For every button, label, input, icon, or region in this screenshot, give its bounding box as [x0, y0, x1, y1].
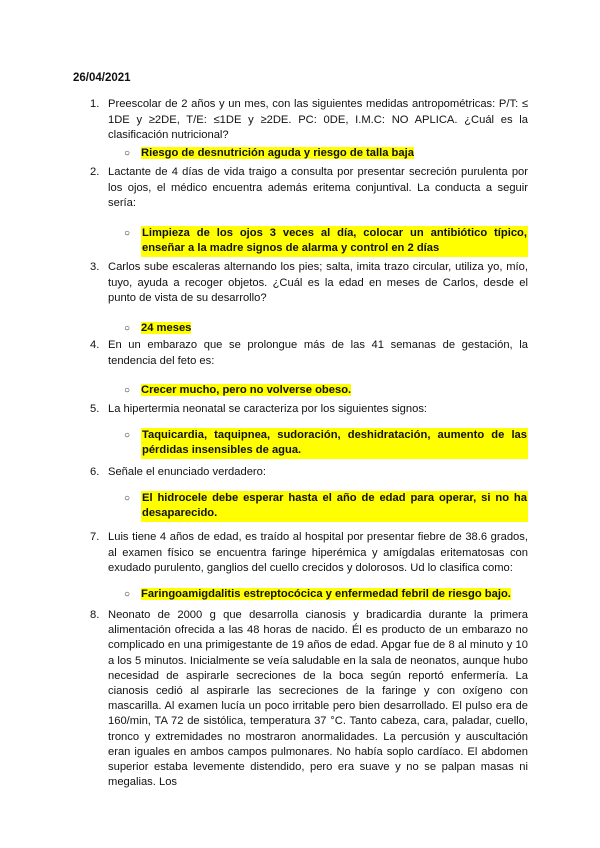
- question-number: 2.: [90, 166, 100, 178]
- answer-item: [124, 146, 528, 162]
- bullet-icon: ○: [124, 588, 131, 600]
- answer-text: Riesgo de desnutrición aguda y riesgo de talla baja: [141, 146, 414, 159]
- bullet-icon: ○: [124, 227, 131, 239]
- bullet-icon: ○: [124, 429, 131, 441]
- question-number: 7.: [90, 531, 100, 543]
- answer-text: Faringoamigdalitis estreptocócica y enfermedad febril de riesgo bajo.: [141, 587, 511, 600]
- question-text: Lactante de 4 días de vida traigo a consulta por presentar secreción purulenta por los ojos, el médico encuentra además eritema conjuntival. La conducta a seguir sería:: [108, 166, 528, 209]
- document-date: 26/04/2021: [73, 72, 131, 84]
- question-text: Neonato de 2000 g que desarrolla cianosis y bradicardia durante la primera alimentación ofrecida a las 48 horas de nacido. Él es producto de un embarazo no complicado en una primigestante de 19 años de edad. Apgar fue de 8 al minuto y 10 a los 5 minutos. Inicialmente se veía saludable en la sala de neonatos, aunque hubo necesidad de aspirarle secreciones de la boca según reportó enfermería. La cianosis cedió al aspirarle las secreciones de la faringe y con oxígeno con mascarilla. Al examen lucía un poco irritable pero bien desarrollado. El pulso era de 160/min, TA 72 de sistólica, temperatura 37 °C. Tanto cabeza, cara, paladar, cuello, tronco y extremidades no mostraron anormalidades. La percusión y auscultación eran iguales en ambos campos pulmonares. No había soplo cardíaco. El abdomen superior estaba levemente distendido, pero era suave y no se palpan masas ni megalias. Los: [108, 609, 528, 789]
- question-item-5: [90, 402, 528, 459]
- question-number: 4.: [90, 339, 100, 351]
- question-text: Carlos sube escaleras alternando los pies; salta, imita trazo circular, utiliza yo, mío, tuyo, ayuda a recoger objetos. ¿Cuál es la edad en meses de Carlos, desde el punto de vista de su desarrollo?: [108, 261, 528, 304]
- answer-text: 24 meses: [141, 321, 192, 334]
- answer-item: [124, 383, 528, 399]
- question-item-8: [90, 608, 528, 790]
- bullet-icon: ○: [124, 322, 131, 334]
- answer-text: El hidrocele debe esperar hasta el año de edad para operar, si no ha desaparecido.: [141, 491, 528, 522]
- answer-text: Limpieza de los ojos 3 veces al día, colocar un antibiótico típico, enseñar a la madre signos de alarma y control en 2 días: [141, 226, 528, 257]
- question-item-7: [90, 530, 528, 602]
- question-number: 6.: [90, 466, 100, 478]
- question-text: Luis tiene 4 años de edad, es traído al hospital por presentar fiebre de 38.6 grados, al examen físico se encuentra faringe hiperémica y amígdalas eritematosas con exudado purulento, ganglios del cuello crecidos y dolorosos. Ud lo clasifica como:: [108, 531, 528, 574]
- question-number: 3.: [90, 261, 100, 273]
- answer-item: [124, 587, 528, 603]
- question-number: 1.: [90, 98, 100, 110]
- question-item-1: [90, 97, 528, 161]
- question-item-6: [90, 465, 528, 522]
- answer-text: Taquicardia, taquipnea, sudoración, deshidratación, aumento de las pérdidas insensibles de agua.: [141, 428, 528, 459]
- answer-item: [124, 321, 528, 337]
- question-number: 8.: [90, 609, 100, 621]
- answer-item: [124, 491, 528, 522]
- answer-item: [124, 226, 528, 257]
- question-item-2: [90, 165, 528, 257]
- answer-text: Crecer mucho, pero no volverse obeso.: [141, 384, 352, 396]
- bullet-icon: ○: [124, 147, 131, 159]
- answer-item: [124, 428, 528, 459]
- question-text: En un embarazo que se prolongue más de las 41 semanas de gestación, la tendencia del feto es:: [108, 339, 528, 367]
- bullet-icon: ○: [124, 492, 131, 504]
- question-text: Señale el enunciado verdadero:: [108, 466, 266, 478]
- bullet-icon: ○: [124, 385, 131, 396]
- question-text: La hipertermia neonatal se caracteriza por los siguientes signos:: [108, 403, 428, 415]
- question-number: 5.: [90, 403, 100, 415]
- question-item-4: [90, 338, 528, 399]
- question-item-3: [90, 260, 528, 336]
- question-text: Preescolar de 2 años y un mes, con las siguientes medidas antropométricas: P/T: ≤ 1DE y ≥2DE, T/E: ≤1DE y ≥2DE. PC: 0DE, I.M.C: NO APLICA. ¿Cuál es la clasificación nutricional?: [108, 98, 528, 141]
